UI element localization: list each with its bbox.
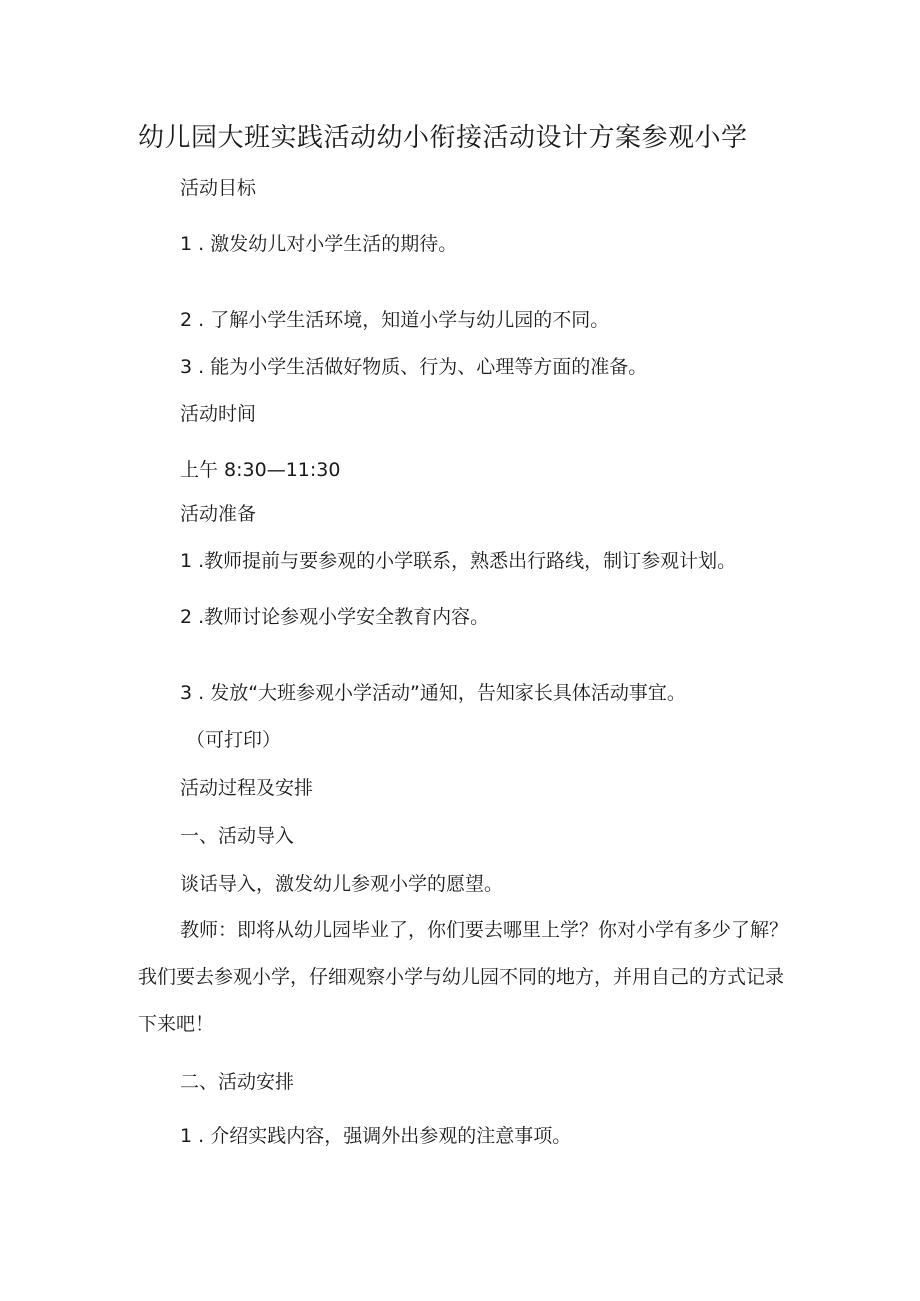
prep-item-3: 3 . 发放“大班参观小学活动”通知，告知家长具体活动事宜。	[180, 682, 686, 704]
prep-item-1: 1 .教师提前与要参观的小学联系，熟悉出行路线，制订参观计划。	[180, 550, 737, 572]
section1-intro: 谈话导入，激发幼儿参观小学的愿望。	[180, 873, 504, 895]
time-value: 上午 8:30—11:30	[180, 459, 341, 481]
goal-item-2: 2 . 了解小学生活环境，知道小学与幼儿园的不同。	[180, 309, 610, 331]
goals-heading: 活动目标	[180, 177, 257, 199]
section2-item-1: 1 . 介绍实践内容，强调外出参观的注意事项。	[180, 1125, 572, 1147]
section2-heading: 二、活动安排	[180, 1071, 295, 1093]
prep-heading: 活动准备	[180, 503, 257, 525]
printable-note: （可打印）	[186, 729, 282, 751]
time-heading: 活动时间	[180, 403, 257, 425]
section1-teacher-paragraph: 教师：即将从幼儿园毕业了，你们要去哪里上学？你对小学有多少了解？我们要去参观小学，仔细观察小学与幼儿园不同的地方，并用自己的方式记录下来吧！	[138, 919, 789, 1035]
process-heading: 活动过程及安排	[180, 777, 314, 799]
document-title: 幼儿园大班实践活动幼小衔接活动设计方案参观小学	[138, 123, 748, 153]
goal-item-3: 3 . 能为小学生活做好物质、行为、心理等方面的准备。	[180, 356, 648, 378]
prep-item-2: 2 .教师讨论参观小学安全教育内容。	[180, 606, 490, 628]
goal-item-1: 1 . 激发幼儿对小学生活的期待。	[180, 233, 458, 255]
section1-heading: 一、活动导入	[180, 825, 295, 847]
